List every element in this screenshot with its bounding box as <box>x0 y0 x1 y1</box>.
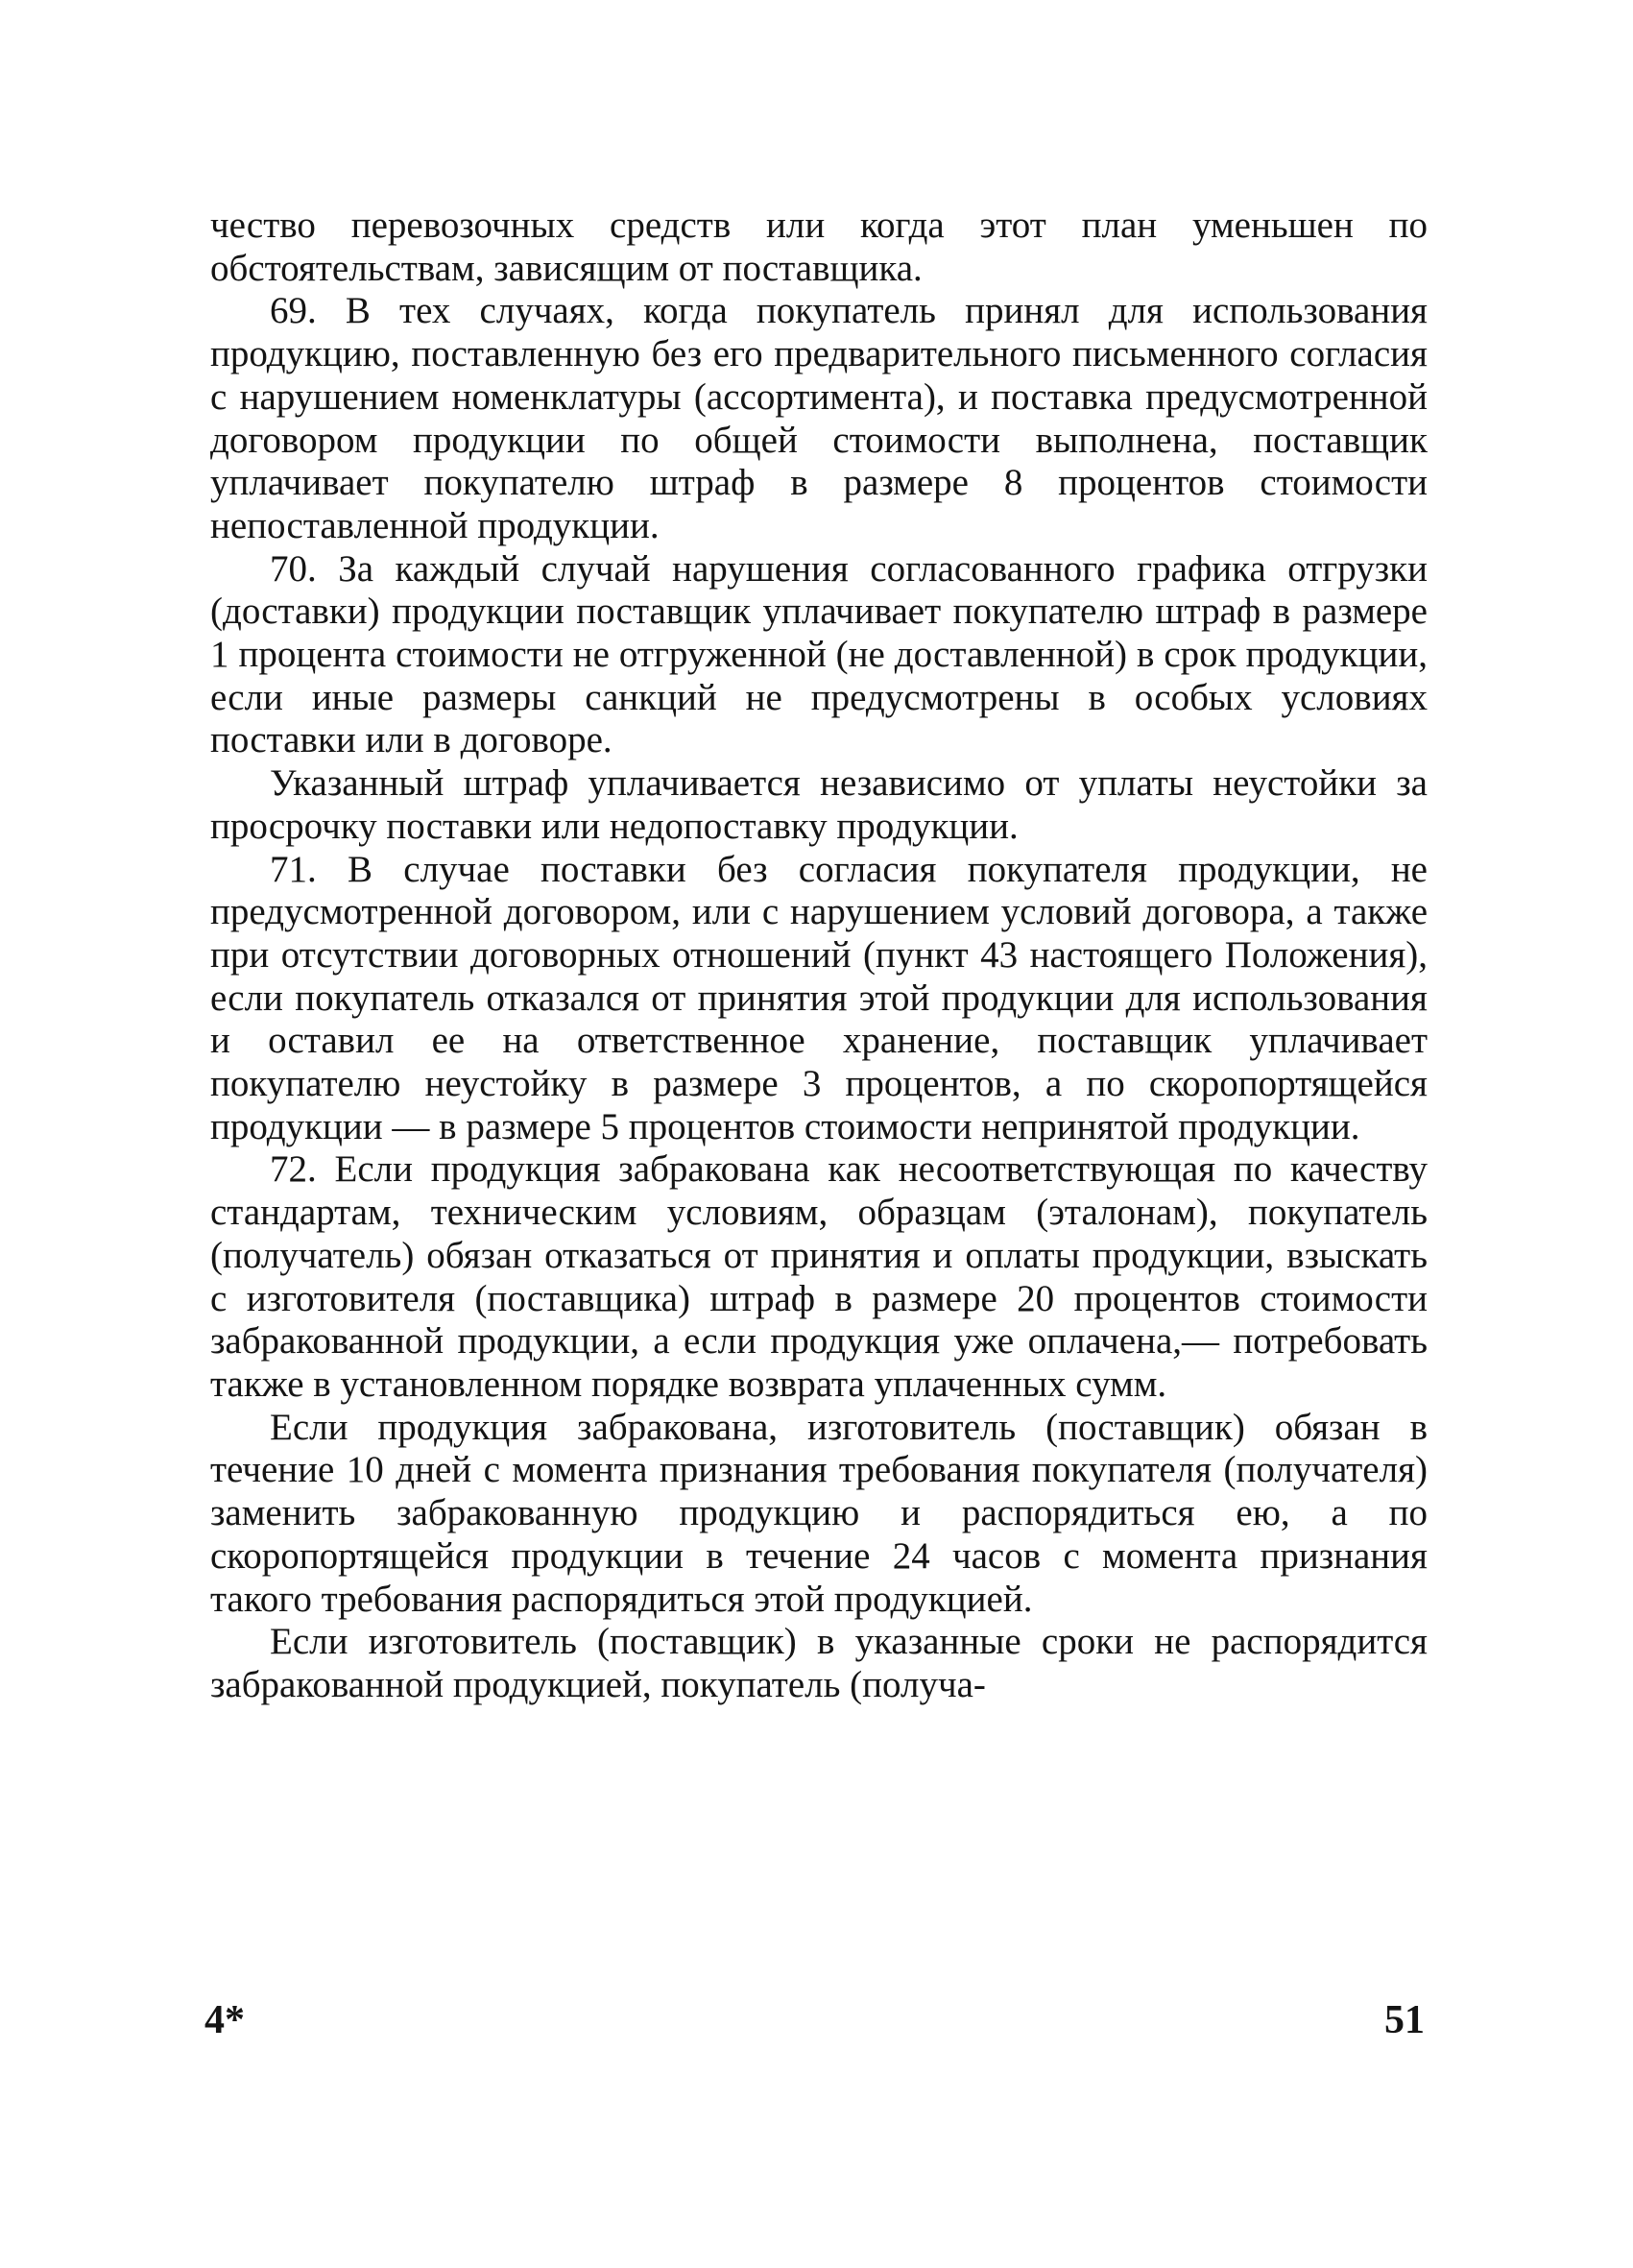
paragraph-71: 71. В случае поставки без согласия покупателя продукции, не предусмотренной договором, или с нарушением условий договора, а также при отсутствии договорных отношений (пункт 43 настоящего Положения), если покупатель отказался от принятия этой продукции для использования и оставил ее на ответственное хранение, поставщик уплачивает покупателю неустойку в размере 3 процентов, а по скоропортящейся продукции — в размере 5 процентов стоимости непринятой продукции. <box>210 848 1428 1147</box>
paragraph-70-note: Указанный штраф уплачивается независимо от уплаты неустойки за просрочку поставки или недопоставку продукции. <box>210 762 1428 847</box>
paragraph-72-disposal: Если изготовитель (поставщик) в указанные сроки не распорядится забракованной продукцией, покупатель (получа- <box>210 1621 1428 1705</box>
paragraph-69: 69. В тех случаях, когда покупатель принял для использования продукцию, поставленную без его предварительного письменного согласия с нарушением номенклатуры (ассортимента), и поставка предусмотренной договором продукции по общей стоимости выполнена, поставщик уплачивает покупателю штраф в размере 8 процентов стоимости непоставленной продукции. <box>210 290 1428 546</box>
paragraph-72-replacement: Если продукция забракована, изготовитель (поставщик) обязан в течение 10 дней с момента признания требования покупателя (получателя) заменить забракованную продукцию и распорядиться ею, а по скоропортящейся продукции в течение 24 часов с момента признания такого требования распорядиться этой продукцией. <box>210 1406 1428 1620</box>
body-text <box>210 205 1428 1707</box>
paragraph-continuation: чество перевозочных средств или когда этот план уменьшен по обстоятельствам, зависящим от поставщика. <box>210 205 1428 289</box>
paragraph-72: 72. Если продукция забракована как несоответствующая по качеству стандартам, техническим условиям, образцам (эталонам), покупатель (получатель) обязан отказаться от принятия и оплаты продукции, взыскать с изготовителя (поставщика) штраф в размере 20 процентов стоимости забракованной продукции, а если продукция уже оплачена,— потребовать также в установленном порядке возврата уплаченных сумм. <box>210 1148 1428 1405</box>
printer-signature-mark: 4* <box>204 1998 245 2042</box>
paragraph-70: 70. За каждый случай нарушения согласованного графика отгрузки (доставки) продукции поставщик уплачивает покупателю штраф в размере 1 процента стоимости не отгруженной (не доставленной) в срок продукции, если иные размеры санкций не предусмотрены в особых условиях поставки или в договоре. <box>210 547 1428 761</box>
page-number: 51 <box>1384 1998 1425 2042</box>
